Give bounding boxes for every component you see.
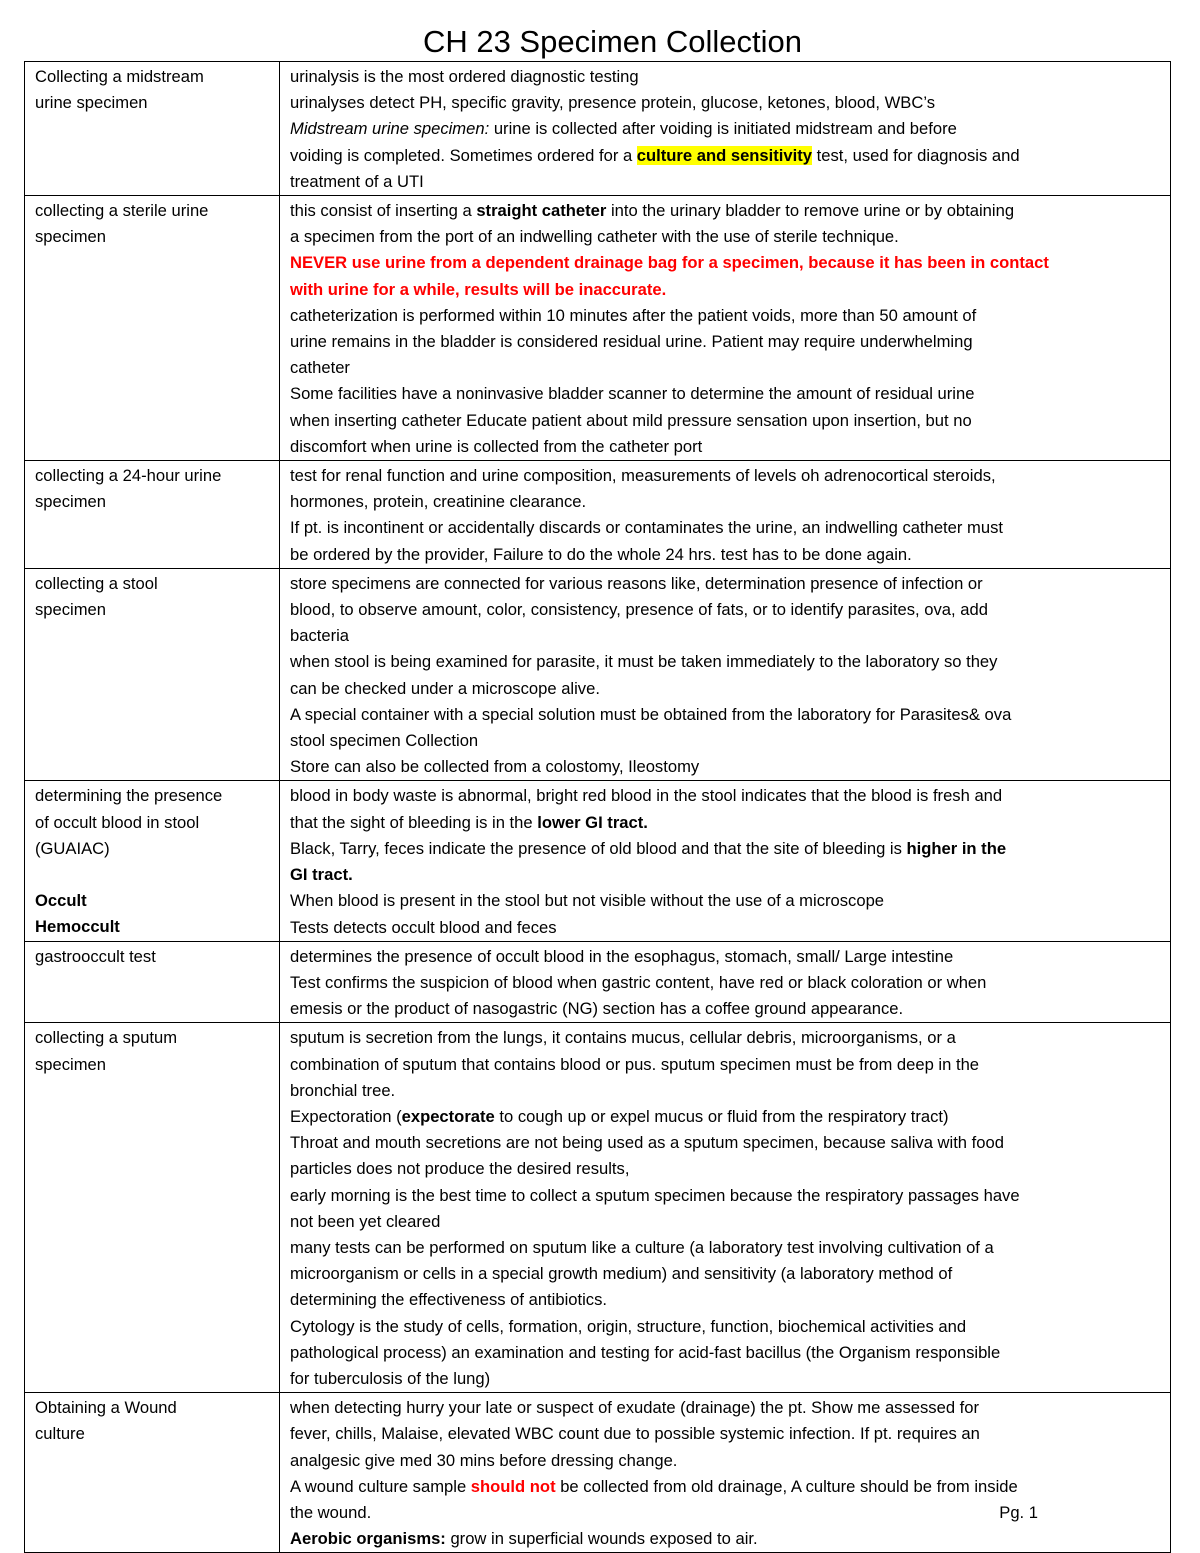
notes-line: when detecting hurry your late or suspect of exudate (drainage) the pt. Show me assessed for: [290, 1398, 980, 1418]
notes-line: voiding is completed. Sometimes ordered for a culture and sensitivity test, used for diagnosis and: [290, 145, 1020, 165]
notes-line: the wound. Pg. 1: [290, 1500, 1162, 1526]
notes-line: can be checked under a microscope alive.: [290, 678, 600, 698]
topic-cell: [25, 781, 280, 941]
notes-line: Expectoration (expectorate to cough up or expel mucus or fluid from the respiratory tract): [290, 1106, 949, 1126]
notes-cell: [280, 568, 1171, 781]
topic-line: collecting a 24-hour urine: [35, 466, 222, 486]
table-row: [25, 1023, 1171, 1393]
notes-line: fever, chills, Malaise, elevated WBC count due to possible systemic infection. If pt. requires an: [290, 1424, 980, 1444]
notes-cell: [280, 941, 1171, 1023]
topic-line: Occult: [35, 891, 87, 911]
topic-line: determining the presence: [35, 786, 223, 806]
notes-line: discomfort when urine is collected from the catheter port: [290, 436, 703, 456]
notes-cell: [280, 62, 1171, 196]
topic-line: collecting a sputum: [35, 1028, 178, 1048]
notes-line: treatment of a UTI: [290, 171, 424, 191]
warning-text: should not: [470, 1476, 556, 1496]
notes-line: urinalyses detect PH, specific gravity, presence protein, glucose, ketones, blood, WBC’s: [290, 93, 936, 113]
notes-cell: [280, 1393, 1171, 1553]
notes-line: urinalysis is the most ordered diagnostic testing: [290, 67, 639, 86]
notes-line: Cytology is the study of cells, formation, origin, structure, function, biochemical activities and: [290, 1316, 967, 1336]
notes-line: when inserting catheter Educate patient about mild pressure sensation upon insertion, but no: [290, 410, 972, 430]
notes-line: [290, 277, 1162, 303]
notes-line: hormones, protein, creatinine clearance.: [290, 492, 587, 512]
table-row: [25, 781, 1171, 941]
notes-line: determines the presence of occult blood in the esophagus, stomach, small/ Large intestine: [290, 946, 954, 966]
table-row: [25, 568, 1171, 781]
notes-line: sputum is secretion from the lungs, it contains mucus, cellular debris, microorganisms, or a: [290, 1028, 956, 1048]
notes-line: pathological process) an examination and testing for acid-fast bacillus (the Organism responsible: [290, 1342, 1001, 1362]
notes-line: particles does not produce the desired results,: [290, 1159, 630, 1179]
topic-line: [35, 862, 271, 888]
notes-line: early morning is the best time to collect a sputum specimen because the respiratory passages have: [290, 1185, 1020, 1205]
notes-line: stool specimen Collection: [290, 731, 479, 751]
topic-cell: [25, 941, 280, 1023]
notes-line: Aerobic organisms: grow in superficial wounds exposed to air.: [290, 1529, 758, 1549]
table-row: [25, 1393, 1171, 1553]
topic-line: collecting a stool: [35, 573, 158, 593]
warning-text: NEVER use urine from a dependent drainage bag for a specimen, because it has been in contact: [290, 253, 1049, 273]
topic-cell: [25, 568, 280, 781]
notes-line: many tests can be performed on sputum like a culture (a laboratory test involving cultivation of a: [290, 1237, 994, 1257]
topic-line: specimen: [35, 227, 107, 247]
topic-line: collecting a sterile urine: [35, 201, 209, 221]
topic-line: (GUAIAC): [35, 838, 110, 858]
notes-line: that the sight of bleeding is in the lower GI tract.: [290, 812, 648, 832]
notes-line: bronchial tree.: [290, 1080, 396, 1100]
notes-line: blood in body waste is abnormal, bright red blood in the stool indicates that the blood is fresh and: [290, 786, 1003, 806]
topic-line: of occult blood in stool: [35, 812, 200, 832]
table-row: [25, 941, 1171, 1023]
topic-line: culture: [35, 1424, 85, 1444]
notes-line: store specimens are connected for various reasons like, determination presence of infection or: [290, 573, 983, 593]
topic-line: Collecting a midstream: [35, 67, 204, 86]
notes-line: A wound culture sample should not be collected from old drainage, A culture should be from inside: [290, 1476, 1018, 1496]
notes-line: Tests detects occult blood and feces: [290, 917, 557, 937]
topic-cell: [25, 196, 280, 461]
notes-line: catheter: [290, 358, 350, 378]
notes-line: be ordered by the provider, Failure to do the whole 24 hrs. test has to be done again.: [290, 544, 912, 564]
notes-line: Some facilities have a noninvasive bladder scanner to determine the amount of residual urine: [290, 384, 975, 404]
topic-cell: [25, 1393, 280, 1553]
notes-line: urine remains in the bladder is considered residual urine. Patient may require underwhelming: [290, 332, 973, 352]
notes-cell: [280, 196, 1171, 461]
topic-line: specimen: [35, 600, 107, 620]
notes-line: blood, to observe amount, color, consistency, presence of fats, or to identify parasites, ova, add: [290, 600, 988, 620]
italic-term: Midstream urine specimen:: [290, 119, 490, 139]
notes-line: microorganism or cells in a special growth medium) and sensitivity (a laboratory method of: [290, 1264, 953, 1284]
notes-line: catheterization is performed within 10 minutes after the patient voids, more than 50 amount of: [290, 305, 977, 325]
notes-line: not been yet cleared: [290, 1211, 441, 1231]
topic-line: specimen: [35, 1054, 107, 1074]
notes-line: If pt. is incontinent or accidentally discards or contaminates the urine, an indwelling catheter must: [290, 518, 1003, 538]
warning-text: with urine for a while, results will be inaccurate.: [290, 279, 667, 299]
topic-line: specimen: [35, 492, 107, 512]
bold-term: expectorate: [401, 1106, 495, 1126]
notes-line: [290, 862, 1162, 888]
specimen-collection-table: [24, 61, 1171, 1553]
topic-cell: [25, 461, 280, 569]
notes-line: combination of sputum that contains blood or pus. sputum specimen must be from deep in the: [290, 1054, 980, 1074]
topic-line: Hemoccult: [35, 917, 120, 937]
topic-cell: [25, 62, 280, 196]
table-row: [25, 196, 1171, 461]
highlighted-term: culture and sensitivity: [636, 145, 813, 165]
notes-line: analgesic give med 30 mins before dressing change.: [290, 1450, 678, 1470]
notes-cell: [280, 781, 1171, 941]
notes-line: test for renal function and urine composition, measurements of levels oh adrenocortical steroids,: [290, 466, 996, 486]
bold-term: straight catheter: [476, 201, 607, 221]
bold-term: GI tract.: [290, 865, 353, 885]
notes-line: When blood is present in the stool but not visible without the use of a microscope: [290, 891, 885, 911]
notes-line: a specimen from the port of an indwelling catheter with the use of sterile technique.: [290, 227, 899, 247]
notes-line: Throat and mouth secretions are not being used as a sputum specimen, because saliva with food: [290, 1133, 1004, 1153]
bold-term: Aerobic organisms:: [290, 1529, 446, 1549]
notes-line: Store can also be collected from a colostomy, Ileostomy: [290, 757, 700, 777]
topic-line: Obtaining a Wound: [35, 1398, 177, 1418]
page-number: Pg. 1: [999, 1502, 1038, 1522]
notes-line: [290, 250, 1162, 276]
bold-term: lower GI tract.: [537, 812, 648, 832]
topic-cell: [25, 1023, 280, 1393]
notes-line: Black, Tarry, feces indicate the presence of old blood and that the site of bleeding is higher in the: [290, 838, 1007, 858]
table-row: [25, 62, 1171, 196]
table-row: [25, 461, 1171, 569]
notes-line: Midstream urine specimen: urine is collected after voiding is initiated midstream and before: [290, 119, 957, 139]
notes-line: A special container with a special solution must be obtained from the laboratory for Parasites& ova: [290, 704, 1012, 724]
page-title: CH 23 Specimen Collection: [422, 24, 803, 59]
notes-line: determining the effectiveness of antibiotics.: [290, 1290, 607, 1310]
notes-line: bacteria: [290, 626, 350, 646]
bold-term: higher in the: [906, 838, 1007, 858]
topic-line: urine specimen: [35, 93, 148, 113]
notes-line: this consist of inserting a straight catheter into the urinary bladder to remove urine or by obtaining: [290, 201, 1015, 221]
notes-line: emesis or the product of nasogastric (NG) section has a coffee ground appearance.: [290, 999, 904, 1019]
notes-cell: [280, 1023, 1171, 1393]
topic-line: gastrooccult test: [35, 946, 156, 966]
notes-line: for tuberculosis of the lung): [290, 1368, 491, 1388]
notes-line: Test confirms the suspicion of blood when gastric content, have red or black coloration or when: [290, 972, 987, 992]
notes-cell: [280, 461, 1171, 569]
notes-line: when stool is being examined for parasite, it must be taken immediately to the laboratory so they: [290, 652, 998, 672]
